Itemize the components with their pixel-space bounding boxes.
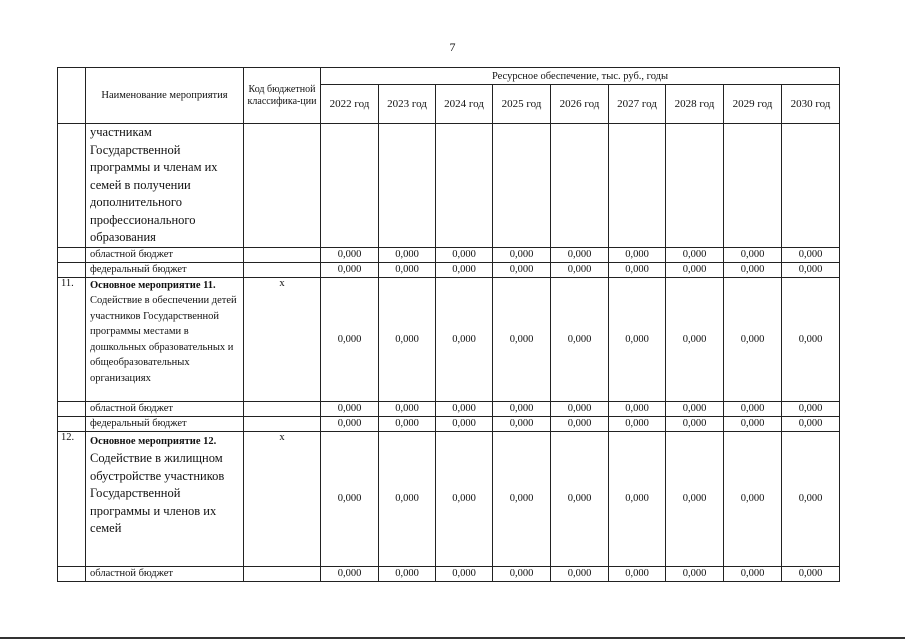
- row-index: 12.: [58, 431, 86, 566]
- regional-budget-label: областной бюджет: [86, 247, 244, 262]
- value-cell: 0,000: [609, 247, 666, 262]
- row-index: 11.: [58, 277, 86, 401]
- value-cell: 0,000: [379, 277, 436, 401]
- code-cell: [244, 416, 321, 431]
- row-index-cell: [58, 566, 86, 581]
- value-cell: 0,000: [551, 431, 609, 566]
- header-year: 2023 год: [379, 85, 436, 124]
- header-year: 2029 год: [724, 85, 782, 124]
- header-year: 2025 год: [493, 85, 551, 124]
- value-cell: 0,000: [436, 431, 493, 566]
- value-cell: 0,000: [782, 277, 840, 401]
- value-cell: 0,000: [321, 416, 379, 431]
- regional-budget-label: областной бюджет: [86, 566, 244, 581]
- value-cell: 0,000: [609, 401, 666, 416]
- value-cell: 0,000: [321, 247, 379, 262]
- value-cell: 0,000: [551, 277, 609, 401]
- row-index-cell: [58, 247, 86, 262]
- value-cell: 0,000: [379, 566, 436, 581]
- value-cell: 0,000: [379, 431, 436, 566]
- value-cell: 0,000: [609, 277, 666, 401]
- budget-table: [57, 67, 840, 582]
- activity-11-cell: [86, 277, 244, 401]
- code-cell: [244, 262, 321, 277]
- value-cell: 0,000: [666, 566, 724, 581]
- header-name: Наименование мероприятия: [86, 68, 244, 124]
- value-cell: [321, 124, 379, 248]
- row-index-cell: [58, 262, 86, 277]
- value-cell: [436, 124, 493, 248]
- continuation-text: участникам Государственной программы и членам их семей в получении дополнительного профессионального образования: [86, 124, 244, 248]
- code-cell: х: [244, 431, 321, 566]
- value-cell: 0,000: [666, 431, 724, 566]
- code-cell: [244, 401, 321, 416]
- value-cell: 0,000: [551, 566, 609, 581]
- page-number: 7: [449, 40, 456, 54]
- value-cell: 0,000: [551, 416, 609, 431]
- value-cell: 0,000: [493, 401, 551, 416]
- activity-description: Содействие в жилищном обустройстве участников Государственной программы и членов их семей: [90, 451, 225, 536]
- activity-description: Содействие в обеспечении детей участников Государственной программы местами в дошкольных образовательных и общеобразовательных организациях: [90, 295, 237, 385]
- value-cell: 0,000: [551, 262, 609, 277]
- value-cell: 0,000: [782, 416, 840, 431]
- value-cell: [724, 124, 782, 248]
- value-cell: 0,000: [782, 566, 840, 581]
- scan-bottom-edge: [0, 637, 905, 639]
- value-cell: 0,000: [609, 431, 666, 566]
- value-cell: 0,000: [436, 401, 493, 416]
- code-cell: [244, 566, 321, 581]
- code-cell: [244, 124, 321, 248]
- row-index-cell: [58, 401, 86, 416]
- value-cell: 0,000: [666, 262, 724, 277]
- regional-budget-label: областной бюджет: [86, 401, 244, 416]
- header-code: Код бюджетной классифика-ции: [244, 68, 321, 124]
- header-year: 2027 год: [609, 85, 666, 124]
- value-cell: 0,000: [321, 262, 379, 277]
- value-cell: [609, 124, 666, 248]
- activity-12-cell: [86, 431, 244, 566]
- value-cell: 0,000: [379, 247, 436, 262]
- value-cell: 0,000: [321, 566, 379, 581]
- row-index-cell: [58, 124, 86, 248]
- value-cell: 0,000: [609, 566, 666, 581]
- value-cell: 0,000: [379, 262, 436, 277]
- value-cell: 0,000: [724, 566, 782, 581]
- value-cell: 0,000: [493, 431, 551, 566]
- header-year: 2026 год: [551, 85, 609, 124]
- header-resources: Ресурсное обеспечение, тыс. руб., годы: [321, 68, 840, 85]
- value-cell: 0,000: [724, 431, 782, 566]
- federal-budget-label: федеральный бюджет: [86, 416, 244, 431]
- value-cell: [782, 124, 840, 248]
- value-cell: 0,000: [666, 247, 724, 262]
- value-cell: 0,000: [724, 262, 782, 277]
- value-cell: [666, 124, 724, 248]
- code-cell: х: [244, 277, 321, 401]
- value-cell: 0,000: [493, 247, 551, 262]
- value-cell: 0,000: [782, 401, 840, 416]
- value-cell: 0,000: [436, 262, 493, 277]
- header-year: 2022 год: [321, 85, 379, 124]
- value-cell: 0,000: [493, 416, 551, 431]
- value-cell: 0,000: [379, 401, 436, 416]
- activity-title: Основное мероприятие 11.: [90, 279, 216, 291]
- header-index-cell: [58, 68, 86, 124]
- value-cell: 0,000: [609, 262, 666, 277]
- value-cell: 0,000: [782, 431, 840, 566]
- value-cell: 0,000: [724, 247, 782, 262]
- code-cell: [244, 247, 321, 262]
- value-cell: 0,000: [436, 277, 493, 401]
- activity-title: Основное мероприятие 12.: [90, 435, 217, 447]
- value-cell: [493, 124, 551, 248]
- value-cell: 0,000: [436, 247, 493, 262]
- value-cell: 0,000: [321, 277, 379, 401]
- value-cell: 0,000: [666, 277, 724, 401]
- value-cell: 0,000: [436, 416, 493, 431]
- header-year: 2030 год: [782, 85, 840, 124]
- value-cell: 0,000: [551, 401, 609, 416]
- value-cell: 0,000: [782, 247, 840, 262]
- federal-budget-label: федеральный бюджет: [86, 262, 244, 277]
- value-cell: [551, 124, 609, 248]
- value-cell: 0,000: [666, 401, 724, 416]
- value-cell: 0,000: [551, 247, 609, 262]
- value-cell: 0,000: [493, 262, 551, 277]
- value-cell: 0,000: [724, 277, 782, 401]
- value-cell: 0,000: [379, 416, 436, 431]
- value-cell: 0,000: [724, 401, 782, 416]
- value-cell: 0,000: [321, 431, 379, 566]
- value-cell: 0,000: [609, 416, 666, 431]
- header-year: 2028 год: [666, 85, 724, 124]
- value-cell: [379, 124, 436, 248]
- row-index-cell: [58, 416, 86, 431]
- value-cell: 0,000: [493, 277, 551, 401]
- value-cell: 0,000: [666, 416, 724, 431]
- value-cell: 0,000: [724, 416, 782, 431]
- value-cell: 0,000: [782, 262, 840, 277]
- header-year: 2024 год: [436, 85, 493, 124]
- value-cell: 0,000: [321, 401, 379, 416]
- value-cell: 0,000: [493, 566, 551, 581]
- value-cell: 0,000: [436, 566, 493, 581]
